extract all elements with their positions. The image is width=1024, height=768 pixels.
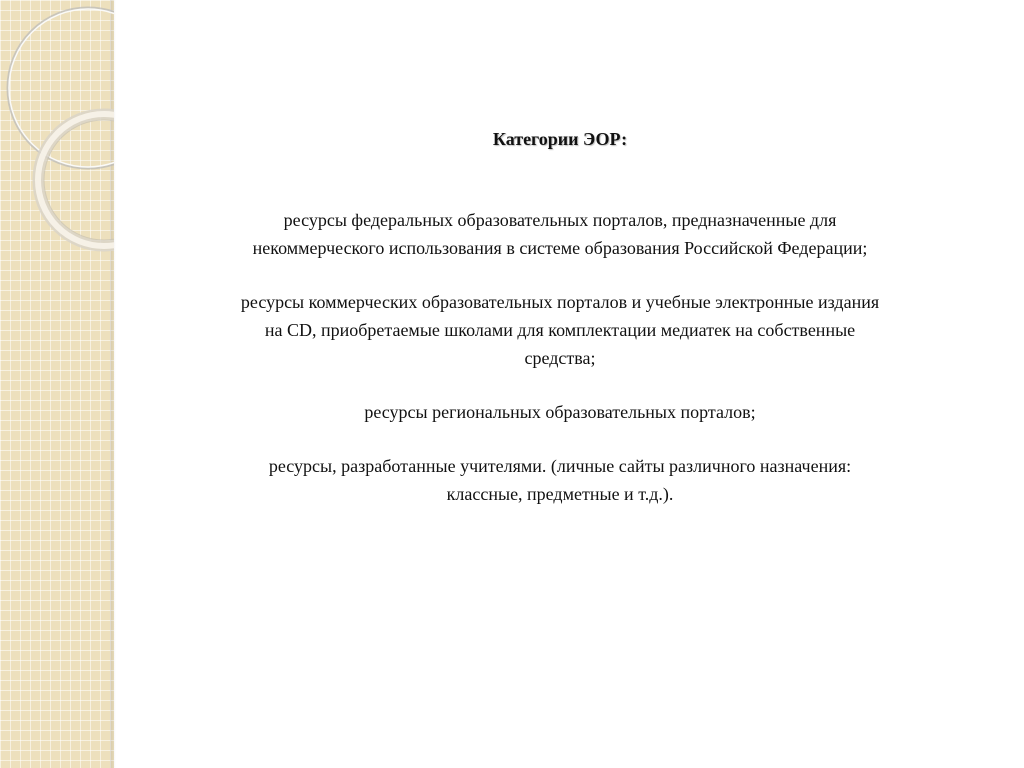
category-text-line: некоммерческого использования в системе образования Российской Федерации; [252,238,868,258]
decorative-rings [0,0,114,300]
category-text-line: классные, предметные и т.д.). [446,484,674,504]
category-item-regional [150,398,970,426]
category-text-line: на CD, приобретаемые школами для комплектации медиатек на собственные [264,320,856,340]
category-text-line: ресурсы коммерческих образовательных порталов и учебные электронные издания [240,292,880,312]
category-text-line: ресурсы федеральных образовательных порталов, предназначенные для [283,210,837,230]
slide-title: Категории ЭОР: [492,129,628,149]
category-text-line: ресурсы региональных образовательных порталов; [364,402,756,422]
category-text-line: средства; [524,348,596,368]
slide-content [150,126,970,508]
category-item-teachers [150,452,970,508]
category-item-federal [150,206,970,262]
category-text-line: ресурсы, разработанные учителями. (личные сайты различного назначения: [268,456,852,476]
category-item-commercial [150,288,970,372]
